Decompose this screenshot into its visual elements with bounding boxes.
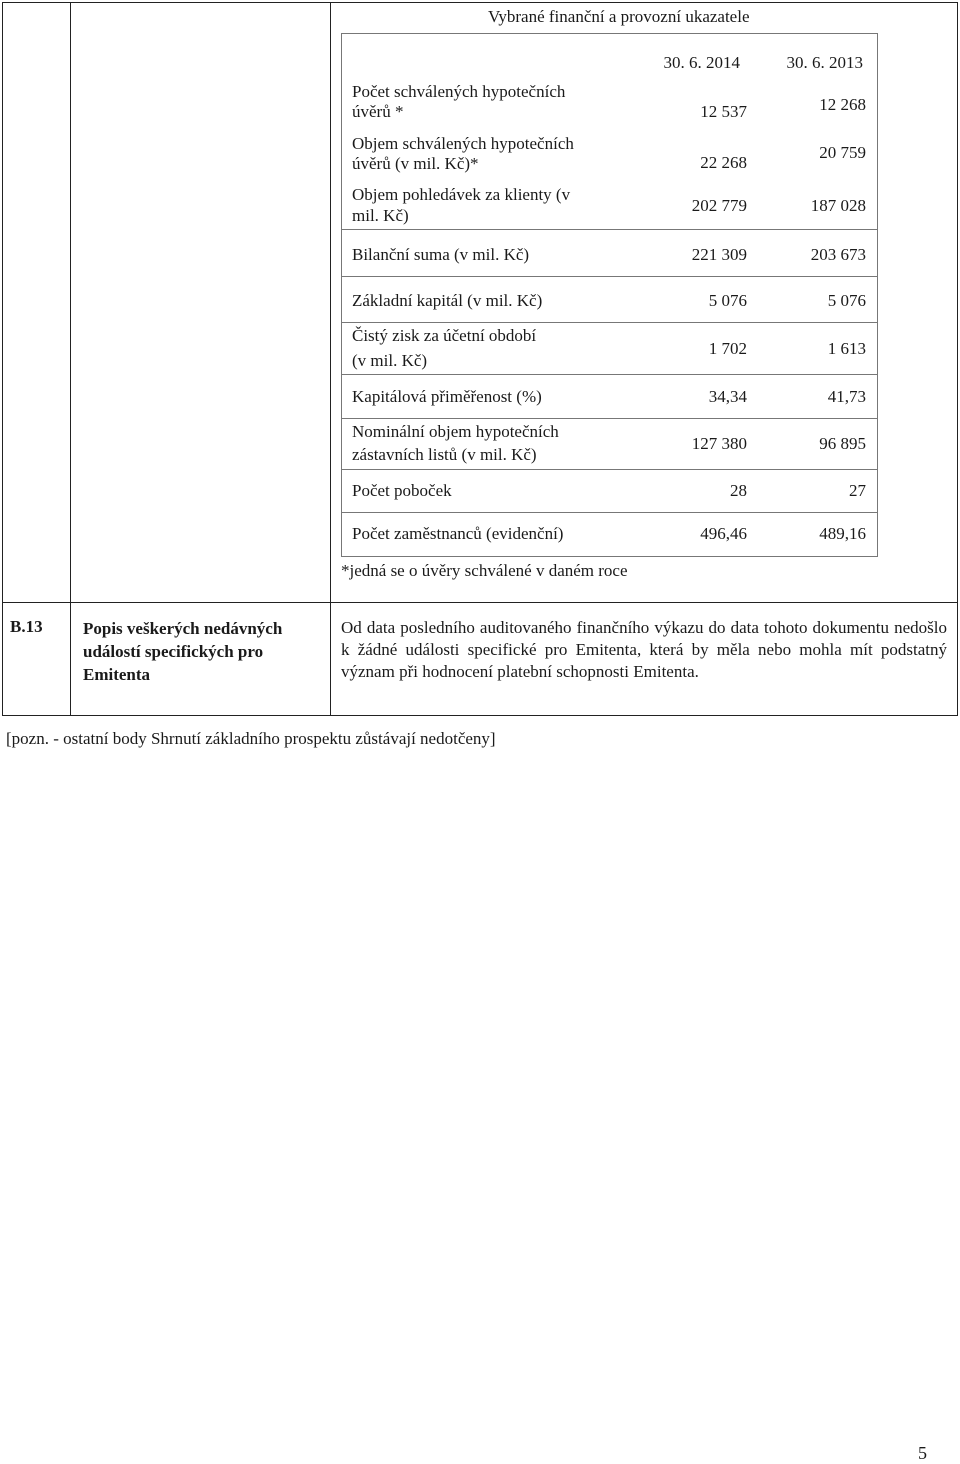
indicators-footnote: *jedná se o úvěry schválené v daném roce — [341, 561, 628, 580]
row-separator — [341, 512, 878, 513]
b13-heading-line: událostí specifických pro — [83, 642, 264, 661]
b13-top-border — [2, 602, 958, 603]
table-right-border — [957, 2, 958, 602]
row-value-2013: 1 613 — [827, 339, 866, 358]
row-value-2013: 27 — [849, 481, 866, 500]
indicators-title: Vybrané finanční a provozní ukazatele — [488, 7, 750, 26]
col-header-2013: 30. 6. 2013 — [786, 53, 863, 72]
row-value-2013: 187 028 — [810, 196, 866, 215]
table-left-border — [2, 2, 3, 602]
page-number: 5 — [918, 1443, 927, 1463]
row-value-2014: 496,46 — [700, 524, 747, 543]
row-separator — [341, 374, 878, 375]
row-separator — [341, 418, 878, 419]
b13-col-border — [2, 602, 3, 715]
row-value-2014: 34,34 — [708, 387, 747, 406]
row-value-2014: 12 537 — [700, 102, 747, 121]
row-separator — [341, 276, 878, 277]
b13-col-border — [70, 602, 71, 715]
row-label: Kapitálová přiměřenost (%) — [352, 387, 542, 406]
row-separator — [341, 469, 878, 470]
row-value-2013: 20 759 — [819, 143, 866, 162]
row-label: (v mil. Kč) — [352, 351, 428, 370]
b13-col-border — [957, 602, 958, 715]
row-label: Počet zaměstnanců (evidenční) — [352, 524, 564, 543]
row-label: Počet poboček — [352, 481, 452, 500]
row-value-2013: 489,16 — [819, 524, 866, 543]
row-label: Čistý zisk za účetní období — [352, 326, 537, 345]
row-label: Počet schválených hypotečních — [352, 82, 566, 101]
row-value-2014: 1 702 — [708, 339, 747, 358]
note-text: [pozn. - ostatní body Shrnutí základního prospektu zůstávají nedotčeny] — [6, 729, 496, 748]
row-label: Objem schválených hypotečních — [352, 134, 574, 153]
row-value-2014: 28 — [730, 481, 747, 500]
row-separator — [341, 229, 878, 230]
row-value-2014: 5 076 — [708, 291, 747, 310]
row-label: zástavních listů (v mil. Kč) — [352, 445, 537, 464]
row-label: úvěrů * — [352, 102, 404, 121]
table-col1-border — [70, 2, 71, 602]
row-value-2014: 127 380 — [691, 434, 747, 453]
b13-bottom-border — [2, 715, 958, 716]
row-value-2013: 12 268 — [819, 95, 866, 114]
row-separator — [341, 322, 878, 323]
row-value-2013: 5 076 — [827, 291, 866, 310]
row-label: mil. Kč) — [352, 206, 409, 225]
row-value-2013: 41,73 — [827, 387, 866, 406]
b13-code: B.13 — [10, 617, 43, 636]
col-header-2014: 30. 6. 2014 — [663, 53, 740, 72]
row-value-2013: 203 673 — [810, 245, 866, 264]
row-label: Bilanční suma (v mil. Kč) — [352, 245, 530, 264]
row-value-2014: 221 309 — [691, 245, 747, 264]
row-label: Objem pohledávek za klienty (v — [352, 185, 571, 204]
b13-heading-line: Emitenta — [83, 665, 151, 684]
row-value-2014: 22 268 — [700, 153, 747, 172]
row-label: Základní kapitál (v mil. Kč) — [352, 291, 543, 310]
row-label: úvěrů (v mil. Kč)* — [352, 154, 479, 173]
table-top-border — [2, 2, 958, 3]
row-label: Nominální objem hypotečních — [352, 422, 559, 441]
table-col2-border — [330, 2, 331, 602]
b13-heading-line: Popis veškerých nedávných — [83, 619, 283, 638]
row-value-2013: 96 895 — [819, 434, 866, 453]
row-value-2014: 202 779 — [691, 196, 747, 215]
b13-description: Od data posledního auditovaného finančního výkazu do data tohoto dokumentu nedošlo k žádné události specifické pro Emitenta, která by měla nebo mohla mít podstatný význam při hodnocení platební schopnosti Emitenta. — [341, 618, 947, 681]
b13-col-border — [330, 602, 331, 715]
